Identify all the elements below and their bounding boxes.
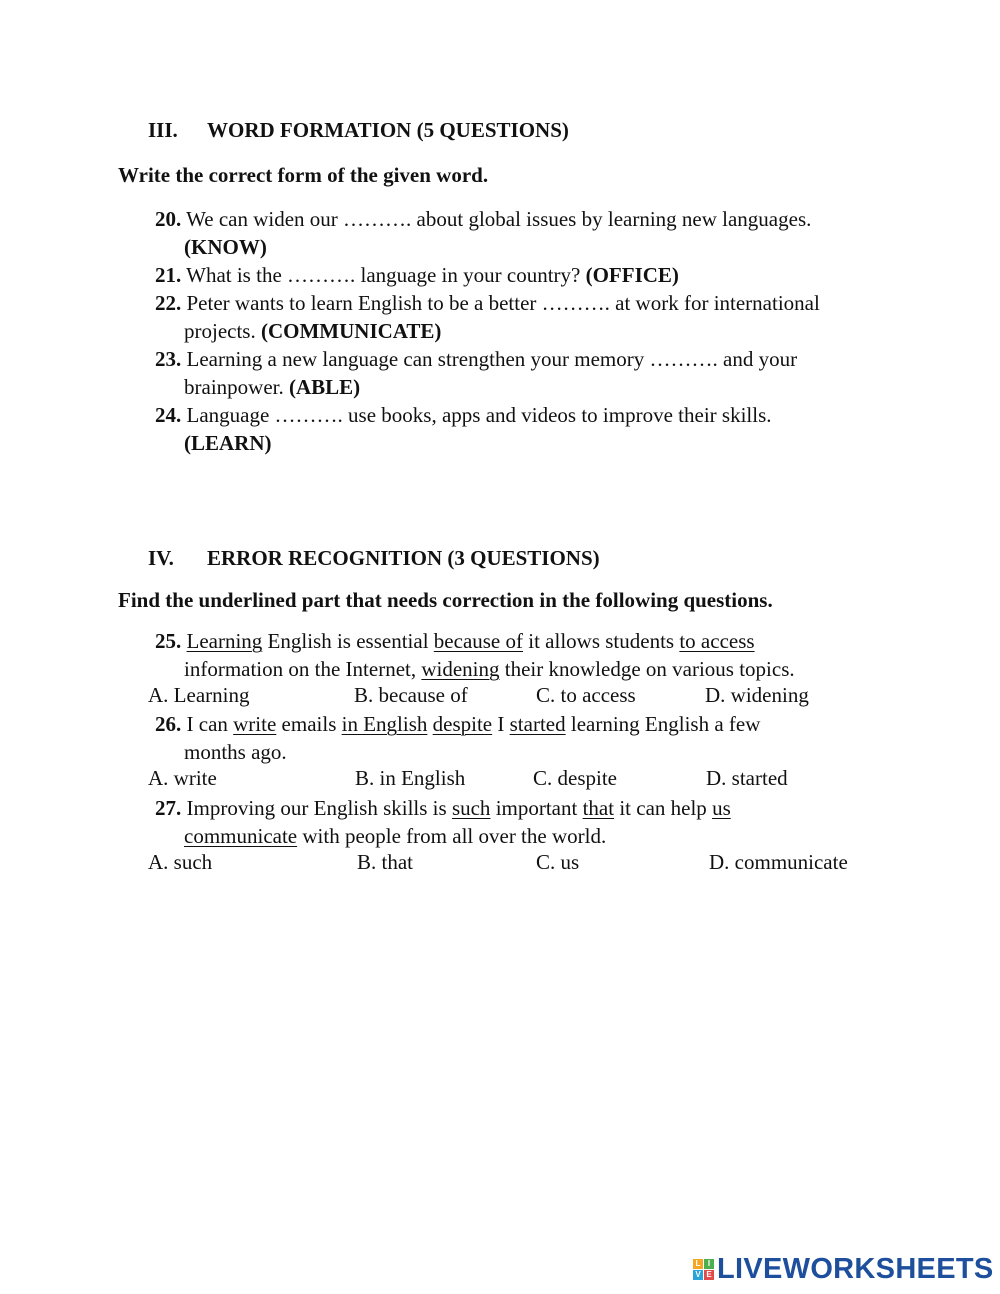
question-text: it can help bbox=[614, 796, 713, 820]
question-27-continued bbox=[184, 822, 606, 850]
option-a: A. such bbox=[148, 850, 213, 874]
question-number: 25. bbox=[155, 629, 182, 653]
underlined-option-d: widening bbox=[421, 657, 500, 681]
logo-text: LIVEWORKSHEETS bbox=[717, 1252, 994, 1285]
liveworksheets-logo bbox=[693, 1253, 994, 1285]
option-d: D. started bbox=[706, 766, 788, 790]
underlined-option-b: in English bbox=[341, 712, 428, 736]
logo-block-v: V bbox=[693, 1270, 703, 1280]
question-26 bbox=[155, 710, 760, 738]
question-number: 22. bbox=[155, 291, 182, 315]
section-title: ERROR RECOGNITION (3 QUESTIONS) bbox=[207, 546, 600, 570]
section-3-instruction: Write the correct form of the given word. bbox=[118, 163, 489, 187]
question-text: emails bbox=[276, 712, 342, 736]
question-22 bbox=[155, 289, 820, 317]
section-4-instruction: Find the underlined part that needs correction in the following questions. bbox=[118, 588, 773, 612]
section-number: III. bbox=[148, 118, 178, 142]
question-24-keyword-line bbox=[184, 429, 272, 457]
logo-block-i: I bbox=[704, 1259, 714, 1269]
option-b: B. that bbox=[357, 850, 413, 874]
underlined-option-b: because of bbox=[433, 629, 523, 653]
question-27 bbox=[155, 794, 731, 822]
question-25-continued bbox=[184, 655, 795, 683]
question-number: 20. bbox=[155, 207, 182, 231]
section-title: WORD FORMATION (5 QUESTIONS) bbox=[207, 118, 569, 142]
question-text: Learning a new language can strengthen your memory ………. and your bbox=[186, 347, 798, 371]
logo-block-e: E bbox=[704, 1270, 714, 1280]
question-text: What is the ………. language in your country? bbox=[186, 263, 581, 287]
keyword: (COMMUNICATE) bbox=[260, 319, 442, 343]
underlined-option-a: Learning bbox=[186, 629, 263, 653]
question-number: 21. bbox=[155, 263, 182, 287]
question-22-continued bbox=[184, 317, 441, 345]
question-25 bbox=[155, 627, 755, 655]
question-number: 27. bbox=[155, 796, 182, 820]
keyword: (LEARN) bbox=[184, 431, 272, 455]
question-text: months ago. bbox=[184, 740, 287, 764]
question-number: 24. bbox=[155, 403, 182, 427]
question-text: learning English a few bbox=[565, 712, 761, 736]
section-3-heading bbox=[148, 118, 569, 143]
question-text: Improving our English skills is bbox=[186, 796, 452, 820]
question-23-continued bbox=[184, 373, 360, 401]
underlined-option-d: communicate bbox=[184, 824, 298, 848]
underlined-option-c: us bbox=[712, 796, 731, 820]
logo-block-l: L bbox=[693, 1259, 703, 1269]
question-number: 26. bbox=[155, 712, 182, 736]
question-text: English is essential bbox=[262, 629, 434, 653]
section-4-heading bbox=[148, 546, 600, 571]
question-text: with people from all over the world. bbox=[297, 824, 607, 848]
question-text: it allows students bbox=[523, 629, 680, 653]
question-23 bbox=[155, 345, 797, 373]
underlined-option-d: started bbox=[509, 712, 566, 736]
underlined-option-b: that bbox=[582, 796, 615, 820]
question-26-continued bbox=[184, 738, 287, 766]
question-text: important bbox=[490, 796, 583, 820]
option-d: D. communicate bbox=[709, 850, 848, 874]
question-text: Peter wants to learn English to be a better ………. at work for international bbox=[186, 291, 820, 315]
question-24 bbox=[155, 401, 772, 429]
question-text: brainpower. bbox=[184, 375, 284, 399]
question-20-keyword-line bbox=[184, 233, 267, 261]
option-d: D. widening bbox=[705, 683, 809, 707]
option-a: A. write bbox=[148, 766, 217, 790]
question-21 bbox=[155, 261, 679, 289]
question-text: We can widen our ………. about global issues by learning new languages. bbox=[186, 207, 812, 231]
question-20 bbox=[155, 205, 811, 233]
logo-blocks-icon bbox=[693, 1259, 714, 1280]
option-c: C. to access bbox=[536, 683, 636, 707]
option-b: B. in English bbox=[355, 766, 466, 790]
section-number: IV. bbox=[148, 546, 174, 570]
question-number: 23. bbox=[155, 347, 182, 371]
question-text: information on the Internet, bbox=[184, 657, 422, 681]
option-c: C. despite bbox=[533, 766, 617, 790]
underlined-option-c: to access bbox=[679, 629, 755, 653]
keyword: (ABLE) bbox=[288, 375, 361, 399]
underlined-option-c: despite bbox=[432, 712, 493, 736]
question-text: I bbox=[492, 712, 510, 736]
question-text: projects. bbox=[184, 319, 256, 343]
underlined-option-a: write bbox=[233, 712, 277, 736]
question-text: Language ………. use books, apps and videos to improve their skills. bbox=[186, 403, 772, 427]
question-text: I can bbox=[186, 712, 234, 736]
option-c: C. us bbox=[536, 850, 580, 874]
question-text: their knowledge on various topics. bbox=[499, 657, 795, 681]
option-a: A. Learning bbox=[148, 683, 250, 707]
option-b: B. because of bbox=[354, 683, 468, 707]
keyword: (KNOW) bbox=[184, 235, 267, 259]
underlined-option-a: such bbox=[451, 796, 491, 820]
keyword: (OFFICE) bbox=[585, 263, 679, 287]
